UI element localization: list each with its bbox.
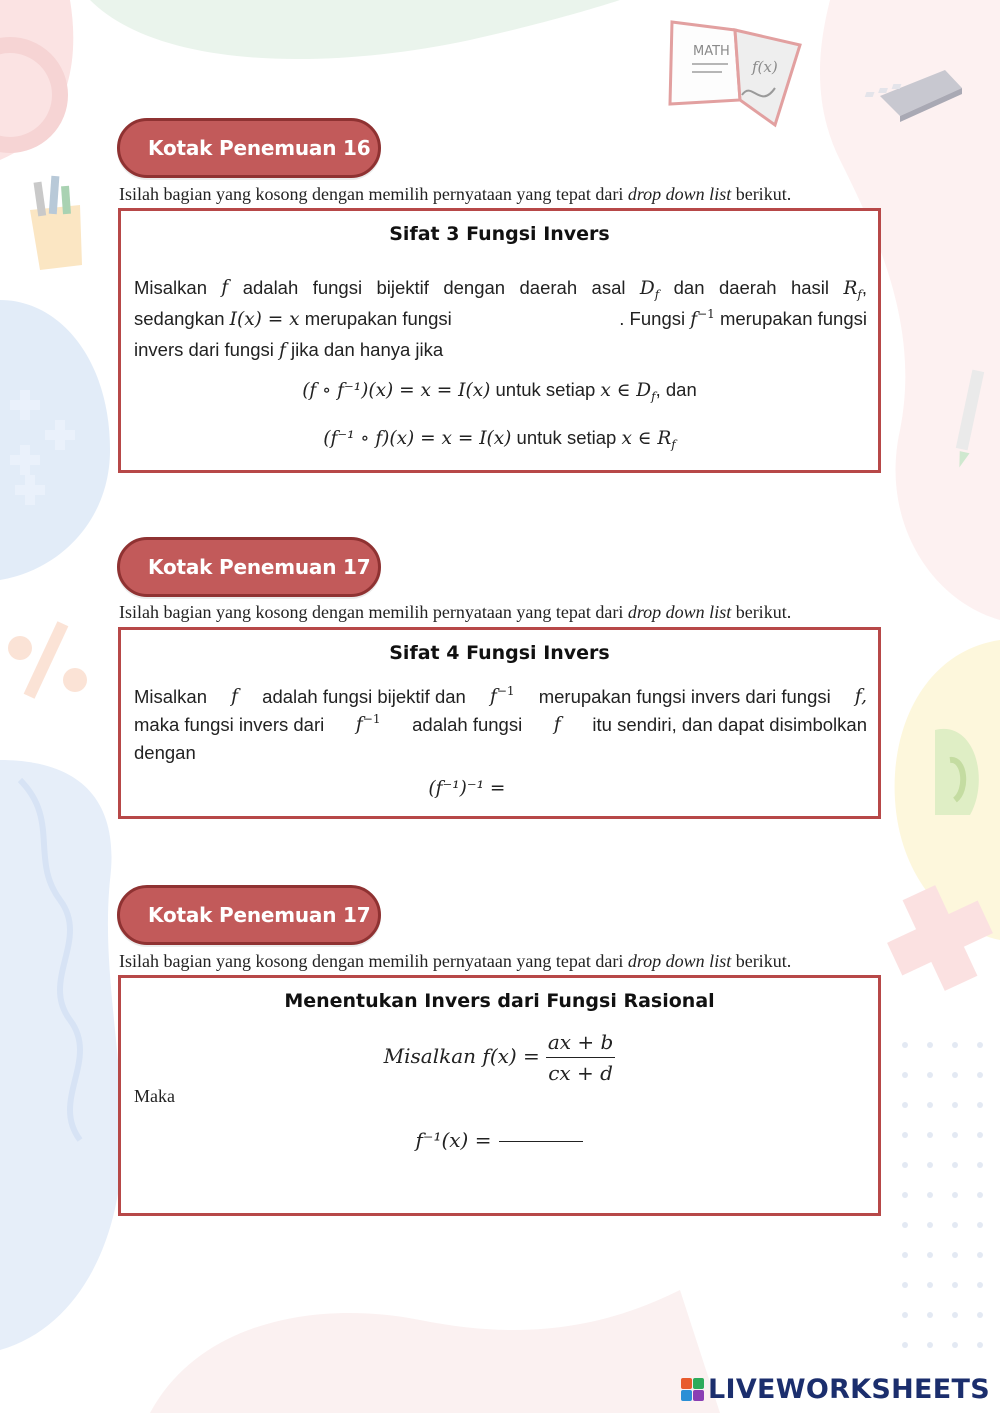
dropdown-blank-3[interactable] [499, 1141, 583, 1142]
brand-text: LIVEWORKSHEETS [707, 1374, 990, 1405]
instruction-suffix: berikut. [731, 184, 792, 204]
word: daerah [519, 277, 578, 298]
box-title: Sifat 4 Fungsi Invers [389, 642, 610, 664]
double-inverse-equation: (f⁻¹)⁻¹ = [428, 778, 506, 799]
box-fungsi-rasional [118, 975, 881, 1216]
dropdown-blank-1[interactable] [486, 304, 586, 335]
symbol-f: f [221, 277, 229, 298]
section-heading-pill-16: Kotak Penemuan 16 [117, 118, 381, 178]
box-sifat-4 [118, 627, 881, 819]
instruction-text: Isilah bagian yang kosong dengan memilih pernyataan yang tepat dari drop down list berikut. [119, 602, 792, 622]
rational-function-definition: Misalkan f(x) = $\frac{ax + b}{cx + d}$ [383, 1030, 614, 1085]
paragraph-line-1 [134, 273, 867, 304]
paragraph-line-2: maka fungsi invers dari $f^{-1}$ adalah fungsi f itu sendiri, dan dapat disimbolkan [134, 711, 867, 735]
symbol-d-f: $D_f$ [639, 278, 660, 302]
section-heading-pill-17b: Kotak Penemuan 17 [117, 885, 381, 945]
maka-label: Maka [134, 1086, 175, 1106]
fraction: $\frac{ax + b}{cx + d}$ [547, 1030, 614, 1085]
property-equation-1: (f ∘ f⁻¹)(x) = x = I(x) untuk setiap x ∈ $D_f$, dan [302, 379, 697, 404]
word: Misalkan [134, 277, 207, 298]
box-sifat-3 [118, 208, 881, 473]
box-title: Menentukan Invers dari Fungsi Rasional [284, 990, 715, 1012]
svg-text:MATH: MATH [693, 44, 730, 59]
paragraph-line-3: dengan [134, 742, 196, 763]
paragraph-line-2 [134, 304, 867, 335]
line-2-right: . Fungsi $f^{-1}$ merupakan fungsi [619, 306, 867, 330]
section-heading-pill-17: Kotak Penemuan 17 [117, 537, 381, 597]
word: bijektif [376, 277, 429, 298]
instruction-emphasis: drop down list [627, 184, 732, 204]
instruction-prefix: Isilah bagian yang kosong dengan memilih pernyataan yang tepat dari [119, 184, 628, 204]
instruction-text [119, 184, 879, 205]
word: daerah [718, 277, 777, 298]
logo-badge-icon [681, 1378, 704, 1401]
word: asal [591, 277, 626, 298]
word: adalah [242, 277, 299, 298]
identity-equation: I(x) = x [229, 309, 300, 330]
inverse-result-equation: f⁻¹(x) = [121, 1128, 878, 1153]
box-title: Sifat 3 Fungsi Invers [389, 223, 610, 245]
symbol-r-f: $R_f$, [843, 277, 867, 302]
svg-text:f(x): f(x) [752, 58, 778, 76]
paragraph-line-3: invers dari fungsi f jika dan hanya jika [134, 339, 444, 361]
liveworksheets-logo [681, 1374, 990, 1405]
paragraph-line-1: Misalkan f adalah fungsi bijektif dan $f^{-1}$ merupakan fungsi invers dari fungsi f, [134, 683, 867, 707]
word: dan [673, 277, 705, 298]
word: fungsi [312, 277, 363, 298]
property-equation-2: (f⁻¹ ∘ f)(x) = x = I(x) untuk setiap x ∈ $R_f$ [323, 427, 676, 452]
word: hasil [790, 277, 830, 298]
definition-paragraph [134, 273, 867, 366]
instruction-text: Isilah bagian yang kosong dengan memilih pernyataan yang tepat dari drop down list berikut. [119, 951, 792, 971]
word: dengan [443, 277, 506, 298]
definition-paragraph [134, 683, 867, 767]
line-2-left: sedangkan I(x) = x merupakan fungsi [134, 308, 452, 330]
